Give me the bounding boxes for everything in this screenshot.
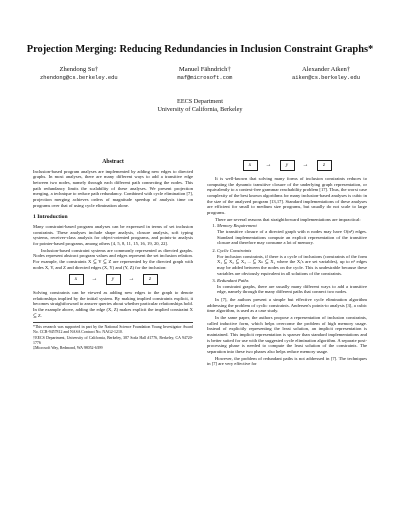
affiliation	[0, 98, 400, 114]
intro-paragraph: Inclusion-based constraint systems are commonly represented as directed graphs. Nodes represent abstract program values and edges represent the set inclusion relation. For example, the constraints X ⊆ Y ⊆ Z are represented by the directed graph with nodes X, Y, and Z and directed edges (X, Y) and (Y, Z) for the inclusion:	[33, 247, 193, 270]
footnotes	[33, 322, 193, 351]
body-paragraph: There are several reasons that straightforward implementations are impractical:	[215, 216, 361, 222]
constraint-graph-figure	[33, 274, 193, 285]
author-name: Zhendong Su†	[59, 66, 99, 73]
abstract-text: Inclusion-based program analyses are implemented by adding new edges to directed graphs. In most analyses, there are many different ways to add a transitive edge between two nodes, namely through each different path connecting the nodes. This path redundancy limits the scalability of these analyses. We present projection merging, a technique to reduce path redundancy. Combined with cycle elimination [7], projection merging achieves orders of magnitude speedup of analysis time on programs over that of using cycle elimination alone.	[33, 168, 193, 208]
author	[40, 66, 118, 82]
graph-node: x	[69, 274, 84, 285]
arrow-right-icon: →	[91, 275, 98, 282]
author-name: Alexander Aiken†	[301, 66, 351, 73]
left-column	[33, 160, 193, 352]
arrow-right-icon: →	[302, 161, 309, 168]
footnote: *This research was supported in part by the National Science Foundation Young Investigator Award No. CCR-9457812 and NASA Contract No. NAG2-1210.	[33, 325, 193, 335]
arrow-right-icon: →	[265, 161, 272, 168]
problem-list	[207, 223, 367, 295]
body-paragraph: It is well-known that solving many forms of inclusion constraints reduces to computing the dynamic transitive closure of the underlying graph representation, or equivalently to a context-free grammar reachability problem [17]. Thus, the worst case complexity of the best known algorithms for many inclusion-based analyses is cubic in the size of the analyzed program [13,17]. Standard implementations of these analyses are efficient for small to medium size programs, but usually do not scale to large programs.	[207, 176, 367, 215]
footnote: †EECS Department, University of California, Berkeley, 387 Soda Hall #1776, Berkeley, CA 94720-1776	[33, 335, 193, 345]
author-email: maf@microsoft.com	[177, 75, 233, 81]
affiliation-department: EECS Department	[177, 98, 223, 105]
graph-node: y	[106, 274, 121, 285]
section-heading-introduction: 1 Introduction	[33, 214, 68, 221]
paper-title: Projection Merging: Reducing Redundancies in Inclusion Constraint Graphs*	[26, 44, 374, 55]
list-item-text: For inclusion constraints, if there is a cycle of inclusions (constraints of the form X₁ ⊆ X₂ ⊆ X₃ ... ⊆ Xₙ ⊆ X₁ where the Xᵢ's are set variables), up to n² edges may be added between the nodes on the cycle. This is undesirable because these variables are obviously equivalent in all solutions of the constraints.	[217, 253, 367, 276]
abstract-heading: Abstract	[102, 159, 124, 165]
list-item-text: The transitive closure of a directed graph with n nodes may have O(n²) edges. Standard implementations compute an explicit representation of the transitive closure and therefore may consume a lot of memory.	[217, 228, 367, 246]
author	[177, 66, 232, 82]
arrow-right-icon: →	[128, 275, 135, 282]
list-item-label: Cyclic Constraints	[217, 247, 252, 253]
body-paragraph: In [7], the authors present a simple but effective cycle elimination algorithm addressing the problem of cyclic constraints. Andersen's points-to analysis [3], a cubic time algorithm, is used as a case study.	[207, 297, 367, 314]
intro-paragraph: Solving constraints can be viewed as adding new edges to the graph to denote relationships implied by the initial system. By making implied constraints explicit, it becomes straightforward to answer queries about whether particular relationships hold. In the example above, adding the edge (X, Z) makes explicit the implied constraint X ⊆ Z.	[33, 290, 193, 318]
graph-node: z	[317, 160, 332, 171]
list-item-label: Memory Requirement	[217, 223, 257, 229]
list-item	[217, 248, 367, 276]
affiliation-university: University of California, Berkeley	[157, 106, 243, 113]
author-email: aiken@cs.berkeley.edu	[292, 75, 360, 81]
author	[292, 66, 360, 82]
constraint-graph-figure	[207, 160, 367, 171]
graph-node: z	[143, 274, 158, 285]
footnote: ‡Microsoft Way, Redmond, WA 98052-6399	[33, 346, 103, 351]
graph-node: y	[280, 160, 295, 171]
graph-node: x	[243, 160, 258, 171]
list-item-text: In constraint graphs, there are usually many different ways to add a transitive edge, namely through the many different paths that connect two nodes.	[217, 283, 367, 295]
intro-paragraph: Many constraint-based program analyses can be expressed in terms of set inclusion constraints. These analyses include shape analysis, closure analysis, soft typing systems, receiver-class analysis for object-oriented programs, and points-to analysis for pointer-based programs, among others [4, 5, 8, 11, 15, 16, 19, 20, 22].	[33, 223, 193, 246]
right-column	[207, 160, 367, 368]
list-item	[217, 278, 367, 295]
body-paragraph: In the same paper, the authors propose a representation of inclusion constraints, called inductive form, which helps overcome the problem of high memory usage. Instead of explicitly representing the least solution, an implicit representation is maintained. This implicit representation is sparser than standard implementations and is better suited for use with the suggested cycle elimination algorithm. A separate post-processing phase is needed to compute the least solution of the constraints. The separation into these two phases also helps reduce memory usage.	[207, 315, 367, 355]
author-list	[40, 66, 360, 82]
list-item-label: Redundant Paths	[217, 278, 249, 284]
author-email: zhendong@cs.berkeley.edu	[40, 75, 118, 81]
body-paragraph: However, the problem of redundant paths is not addressed in [7]. The techniques in [7] are very effective for	[207, 355, 367, 367]
list-item	[217, 223, 367, 246]
author-name: Manuel Fähndrich†	[178, 66, 231, 73]
